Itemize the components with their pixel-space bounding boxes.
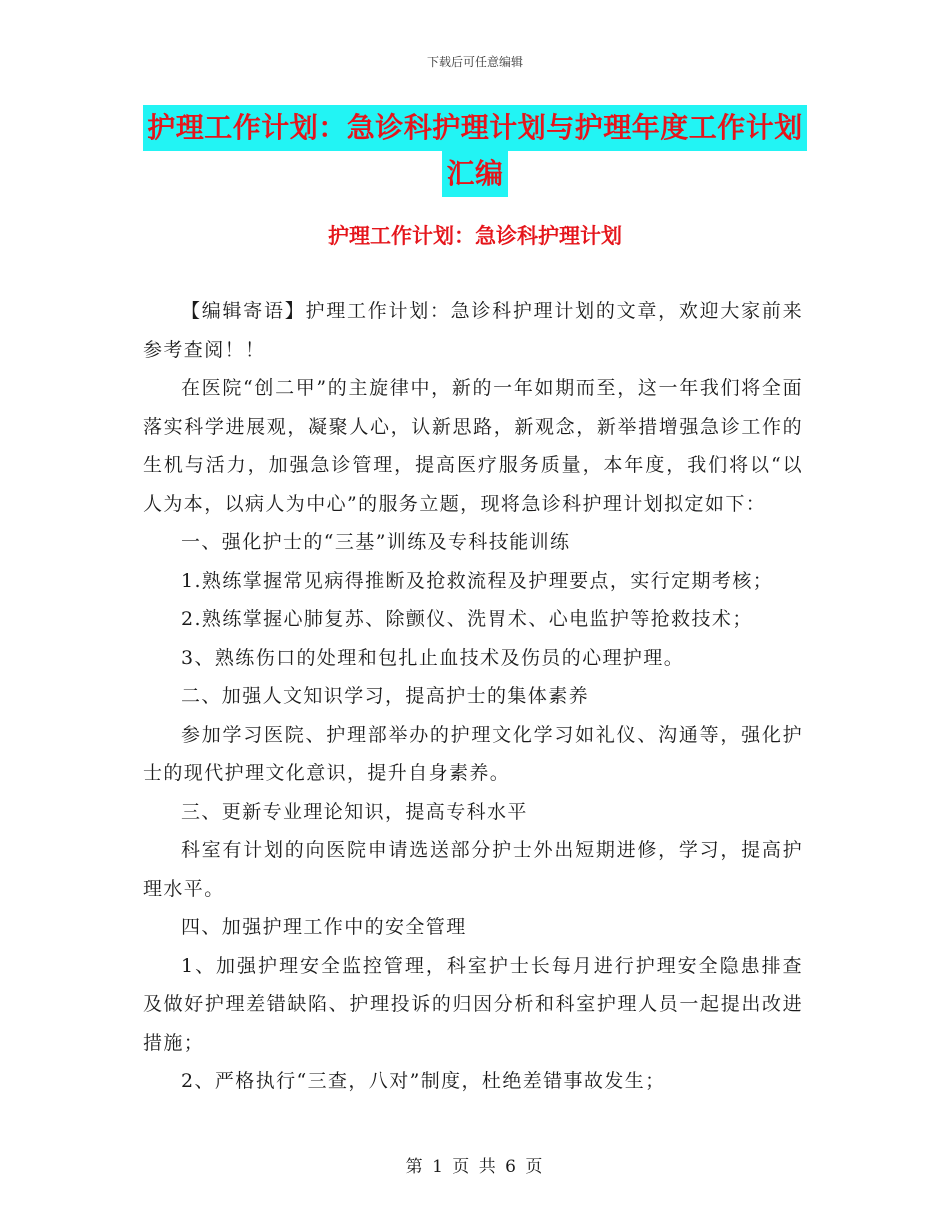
list-item: 2.熟练掌握心肺复苏、除颤仪、洗胃术、心电监护等抢救技术； (181, 608, 753, 630)
paragraph: 参加学习医院、护理部举办的护理文化学习如礼仪、沟通等，强化护士的现代护理文化意识，提升自身素养。 (143, 723, 803, 784)
section-heading-4: 四、加强护理工作中的安全管理 (181, 916, 467, 938)
document-title (140, 105, 810, 197)
title-line-1: 护理工作计划：急诊科护理计划与护理年度工作计划 (143, 105, 807, 151)
list-item: 2、严格执行“三查，八对”制度，杜绝差错事故发生； (181, 1070, 666, 1092)
title-line-2: 汇编 (442, 151, 507, 197)
section-subtitle: 护理工作计划：急诊科护理计划 (328, 224, 622, 248)
list-item: 1、加强护理安全监控管理，科室护士长每月进行护理安全隐患排查及做好护理差错缺陷、护理投诉的归因分析和科室护理人员一起提出改进措施； (143, 954, 803, 1054)
paragraph-editor-note: 【编辑寄语】护理工作计划：急诊科护理计划的文章，欢迎大家前来参考查阅！！ (143, 300, 803, 361)
paragraph: 科室有计划的向医院申请选送部分护士外出短期进修，学习，提高护理水平。 (143, 839, 803, 900)
document-body (143, 292, 803, 1101)
section-heading-2: 二、加强人文知识学习，提高护士的集体素养 (181, 685, 590, 707)
page-footer: 第 1 页 共 6 页 (405, 1157, 545, 1177)
header-note: 下载后可任意编辑 (426, 55, 523, 69)
section-heading-1: 一、强化护士的“三基”训练及专科技能训练 (181, 531, 571, 553)
list-item: 1.熟练掌握常见病得推断及抢救流程及护理要点，实行定期考核； (181, 569, 774, 592)
section-heading-3: 三、更新专业理论知识，提高专科水平 (181, 800, 528, 823)
list-item: 3、熟练伤口的处理和包扎止血技术及伤员的心理护理。 (181, 646, 685, 669)
paragraph-intro: 在医院“创二甲”的主旋律中，新的一年如期而至，这一年我们将全面落实科学进展观，凝聚人心，认新思路，新观念，新举措增强急诊工作的生机与活力，加强急诊管理，提高医疗服务质量，本年度，我们将以“以人为本，以病人为中心”的服务立题，现将急诊科护理计划拟定如下： (143, 377, 803, 515)
